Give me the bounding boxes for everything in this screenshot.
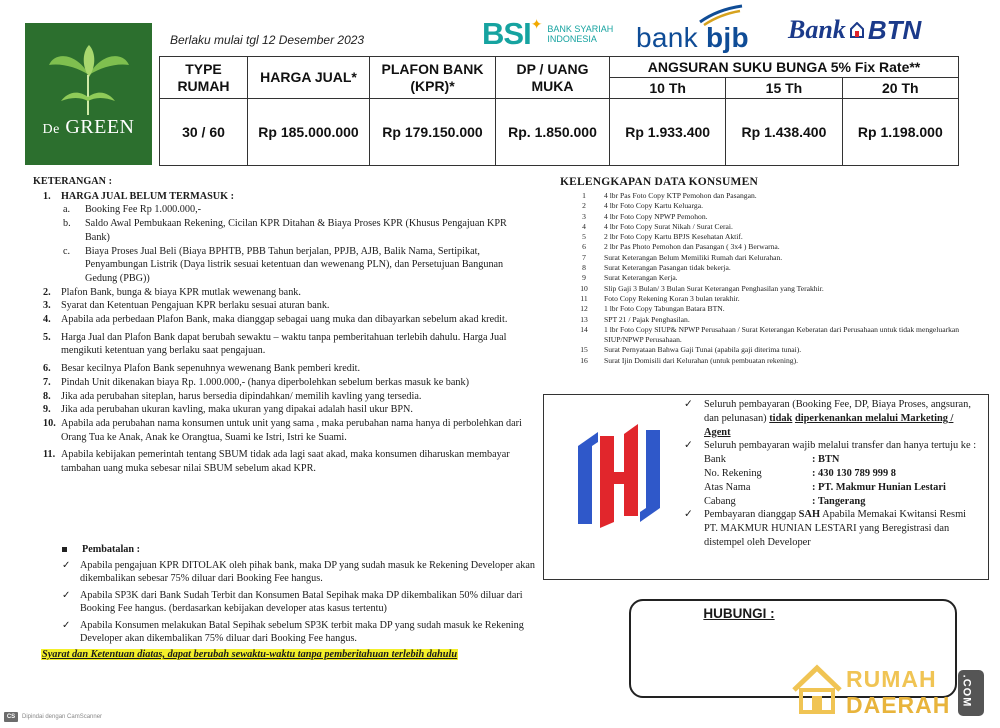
account-label: No. Rekening	[704, 467, 762, 479]
subitem-text: Booking Fee Rp 1.000.000,-	[85, 204, 202, 216]
item-number: 11.	[43, 449, 56, 461]
pembatalan-item-text: Apabila Konsumen melakukan Batal Sepihak sebelum SP3K terbit maka DP yang sudah masuk ke Rekening Developer akan dikembalikan 75% diluar dari Booking Fee hangus.	[80, 619, 524, 644]
kelengkapan-item-text: Surat Keterangan Belum Memiliki Rumah dari Kelurahan.	[604, 252, 783, 262]
kelengkapan-item	[578, 273, 978, 283]
subitem-text: Biaya Proses Jual Beli (Biaya BPHTB, PBB Tahun berjalan, PPJB, AJB, Balik Nama, Sertipikat, Penyambungan Listrik (Daya listrik sesuai ketentuan dan wewenang PLN), dan Persetujuan Bangunan Gedung (PBG))	[85, 245, 504, 284]
kelengkapan-item-text: Surat Keterangan Kerja.	[604, 273, 678, 283]
btn-logo	[788, 14, 921, 46]
item-text: Apabila ada perubahan nama konsumen untuk unit yang sama , maka perubahan nama hanya di perbolehkan dari Orang Tua ke Anak, Anak ke Orangtua, Suami ke Istri, Istri ke Suami.	[61, 417, 522, 443]
kelengkapan-item	[578, 304, 978, 314]
logo-wordmark	[25, 116, 152, 139]
check-icon: ✓	[62, 619, 71, 631]
item-number: 7.	[43, 376, 51, 388]
item-text: Jika ada perubahan ukuran kavling, maka ukuran yang dipakai adalah hasil ukur BPN.	[61, 404, 413, 416]
pembatalan-title	[60, 543, 535, 557]
kelengkapan-item	[578, 253, 978, 263]
kelengkapan-item-text: SPT 21 / Pajak Penghasilan.	[604, 314, 690, 324]
item-text: Syarat dan Ketentuan Pengajuan KPR berlaku sesuai aturan bank.	[61, 300, 330, 312]
item-number: 6.	[43, 363, 51, 375]
kelengkapan-item	[578, 284, 978, 294]
item-text: Besar kecilnya Plafon Bank sepenuhnya wewenang Bank pemberi kredit.	[61, 363, 361, 375]
payment-p1-tidak: tidak	[769, 412, 793, 424]
bjb-logo	[636, 4, 766, 54]
kelengkapan-item-number: 5	[582, 232, 586, 242]
subitem-letter: a.	[63, 204, 71, 216]
kelengkapan-item-number: 1	[582, 191, 586, 200]
payment-p3-sah: SAH	[798, 509, 821, 521]
account-label: Bank	[704, 454, 726, 466]
col-15th-header: 15 Th	[726, 78, 842, 99]
keterangan-subitem	[33, 245, 533, 286]
col-angsuran-header: ANGSURAN SUKU BUNGA 5% Fix Rate**	[610, 57, 959, 78]
check-icon: ✓	[684, 509, 693, 521]
kelengkapan-item	[578, 315, 978, 325]
col-dp-header: DP / UANG MUKA	[496, 57, 610, 99]
kelengkapan-item	[578, 345, 978, 355]
kelengkapan-item-number: 11	[580, 293, 588, 303]
bjb-name: bjb	[706, 22, 749, 53]
item-number: 4.	[43, 314, 51, 326]
item-number: 2.	[43, 286, 51, 298]
account-row-cabang	[704, 495, 978, 509]
account-row-rekening	[704, 467, 978, 481]
item-text: Apabila kebijakan pemerintah tentang SBUM tidak ada lagi saat akad, maka konsumen diharuskan membayar tambahan uang muka sebesar nilai SBUM sebelum akad KPR.	[61, 449, 510, 475]
watermark-line2: DAERAH	[846, 692, 951, 718]
bullet-square-icon	[62, 547, 67, 552]
keterangan-item	[33, 417, 533, 444]
cell-angsuran-15: Rp 1.438.400	[726, 99, 842, 166]
kelengkapan-item-number: 6	[582, 242, 586, 252]
payment-item	[678, 508, 978, 549]
col-harga-header: HARGA JUAL*	[248, 57, 370, 99]
kelengkapan-item-number: 12	[580, 304, 588, 314]
kelengkapan-title: KELENGKAPAN DATA KONSUMEN	[560, 176, 758, 188]
kelengkapan-item-text: 4 lbr Foto Copy Kartu Keluarga.	[604, 201, 703, 211]
price-table-row	[160, 99, 959, 166]
price-table-header-row	[160, 57, 959, 78]
pembatalan-section	[60, 543, 535, 649]
item-text: Plafon Bank, bunga & biaya KPR mutlak wewenang bank.	[61, 286, 301, 298]
disclaimer-text: Syarat dan Ketentuan diatas, dapat berubah sewaktu-waktu tanpa pemberitahuan terlebih dahulu	[42, 649, 458, 660]
keterangan-subitem	[33, 203, 533, 217]
payment-p1-emphasis: diperkenankan melalui Marketing / Agent	[704, 412, 954, 438]
keterangan-item	[33, 286, 533, 300]
check-icon: ✓	[62, 559, 71, 571]
pembatalan-item	[60, 619, 535, 646]
keterangan-item	[33, 448, 533, 475]
kelengkapan-item-text: 4 lbr Foto Copy NPWP Pemohon.	[604, 211, 708, 221]
col-10th-header: 10 Th	[610, 78, 726, 99]
logo-brand: GREEN	[65, 116, 135, 138]
pembatalan-item-text: Apabila SP3K dari Bank Sudah Terbit dan Konsumen Batal Sepihak maka DP dikembalikan 50% diluar dari Booking Fee hangus. (berdasarkan kebijakan developer atas kasus tertentu)	[80, 589, 523, 614]
item-number: 8.	[43, 390, 51, 402]
bsi-subtitle	[547, 24, 613, 44]
item-text: Pindah Unit dikenakan biaya Rp. 1.000.000,- (hanya diperbolehkan sebelum berkas masuk ke bank)	[61, 376, 469, 388]
keterangan-item	[33, 331, 533, 358]
kelengkapan-item-text: Surat Ijin Domisili dari Kelurahan (untuk pembuatan rekening).	[604, 355, 799, 365]
account-label: Atas Nama	[704, 481, 751, 493]
item-text: Apabila ada perbedaan Plafon Bank, maka dianggap sebagai uang muka dan dibayarkan sebelum akad kredit.	[61, 314, 508, 326]
account-label: Cabang	[704, 495, 736, 507]
kelengkapan-item	[578, 201, 978, 211]
col-plafon-header: PLAFON BANK (KPR)*	[370, 57, 496, 99]
kelengkapan-item-number: 3	[582, 211, 586, 221]
star-icon: ✦	[530, 17, 543, 33]
payment-p1-text: Seluruh pembayaran (Booking Fee, DP, Biaya Proses, angsuran, dan pelunasan)	[704, 399, 971, 424]
pembatalan-item	[60, 589, 535, 616]
kelengkapan-item-number: 7	[582, 252, 586, 262]
kelengkapan-item-number: 16	[580, 355, 588, 365]
contact-title: HUBUNGI :	[703, 606, 775, 621]
watermark-line1: RUMAH	[846, 666, 937, 692]
keterangan-subitem	[33, 217, 533, 244]
kelengkapan-item	[578, 232, 978, 242]
kelengkapan-item-text: Surat Keterangan Pasangan tidak bekerja.	[604, 263, 731, 273]
developer-logo	[25, 23, 152, 165]
company-logo-icon	[570, 424, 668, 529]
btn-name: BTN	[867, 14, 922, 45]
kelengkapan-item	[578, 294, 978, 304]
kelengkapan-item-text: 2 lbr Foto Copy Kartu BPJS Kesehatan Aktif.	[604, 232, 743, 242]
effective-date: Berlaku mulai tgl 12 Desember 2023	[170, 33, 365, 47]
watermark	[790, 664, 995, 724]
account-value: : BTN	[812, 454, 840, 466]
bank-account-details	[678, 453, 978, 508]
kelengkapan-item-number: 9	[582, 273, 586, 283]
kelengkapan-item	[578, 222, 978, 232]
camscanner-icon: CS	[4, 712, 18, 722]
account-value: : PT. Makmur Hunian Lestari	[812, 481, 946, 493]
item-number: 9.	[43, 404, 51, 416]
kelengkapan-item-number: 8	[582, 263, 586, 273]
kelengkapan-item-number: 4	[582, 221, 586, 231]
bsi-sub2: INDONESIA	[547, 34, 597, 44]
col-type-header: TYPE RUMAH	[160, 57, 248, 99]
cell-angsuran-20: Rp 1.198.000	[842, 99, 958, 166]
kelengkapan-item-text: 1 lbr Foto Copy SIUP& NPWP Perusahaan / Surat Keterangan Keberatan dari Perusahaan untuk tidak mengeluarkan SIUP/NPWP Perusahaan.	[604, 324, 960, 345]
keterangan-item	[33, 403, 533, 417]
house-icon	[850, 22, 864, 38]
account-row-bank	[704, 453, 978, 467]
account-row-nama	[704, 481, 978, 495]
pembatalan-item	[60, 559, 535, 586]
kelengkapan-item	[578, 191, 978, 201]
price-table	[159, 56, 959, 166]
kelengkapan-item-text: Foto Copy Rekening Koran 3 bulan terakhir.	[604, 293, 740, 303]
check-icon: ✓	[684, 399, 693, 410]
keterangan-item	[33, 190, 533, 204]
subitem-letter: c.	[63, 245, 71, 257]
kelengkapan-item	[578, 356, 978, 366]
kelengkapan-item-text: 2 lbr Pas Photo Pemohon dan Pasangan ( 3x4 ) Berwarna.	[604, 242, 780, 252]
check-icon: ✓	[684, 440, 693, 452]
logo-sup: De	[42, 122, 60, 137]
kelengkapan-list	[578, 191, 978, 366]
subitem-letter: b.	[63, 218, 71, 230]
watermark-com-text: .COM	[960, 674, 973, 708]
leaf-icon	[47, 45, 131, 117]
keterangan-item	[33, 362, 533, 376]
item-number: 3.	[43, 300, 51, 312]
kelengkapan-item	[578, 242, 978, 252]
cell-plafon: Rp 179.150.000	[370, 99, 496, 166]
kelengkapan-item-text: 4 lbr Pas Foto Copy KTP Pemohon dan Pasangan.	[604, 191, 757, 200]
cell-harga: Rp 185.000.000	[248, 99, 370, 166]
keterangan-item	[33, 390, 533, 404]
cell-dp: Rp. 1.850.000	[496, 99, 610, 166]
keterangan-title: KETERANGAN :	[33, 176, 112, 187]
kelengkapan-item	[578, 325, 978, 346]
payment-p3-pre: Pembayaran dianggap	[704, 509, 797, 521]
btn-prefix: Bank	[788, 15, 846, 44]
col-20th-header: 20 Th	[842, 78, 958, 99]
scanner-footer	[4, 712, 102, 722]
cell-angsuran-10: Rp 1.933.400	[610, 99, 726, 166]
kelengkapan-item-number: 10	[580, 283, 588, 293]
account-value: : Tangerang	[812, 495, 866, 507]
keterangan-item	[33, 313, 533, 327]
account-value: : 430 130 789 999 8	[812, 467, 896, 479]
kelengkapan-item-number: 14	[580, 324, 588, 334]
cell-type: 30 / 60	[160, 99, 248, 166]
keterangan-item	[33, 299, 533, 313]
item-text: Jika ada perubahan siteplan, harus bersedia dipindahkan/ memilih kavling yang tersedia.	[61, 390, 422, 402]
scanner-text: Dipindai dengan CamScanner	[22, 714, 103, 720]
payment-item	[678, 439, 978, 453]
bsi-logo	[482, 16, 613, 52]
bjb-prefix: bank	[636, 22, 706, 53]
kelengkapan-item-number: 15	[580, 345, 588, 355]
item-number: 5.	[43, 331, 51, 343]
item-text: Harga Jual dan Plafon Bank dapat berubah sewaktu – waktu tanpa pemberitahuan terlebih dahulu. Harga Jual mengikuti ketentuan yang berlaku saat pengajuan.	[61, 331, 507, 357]
payment-p3-text: Apabila Memakai Kwitansi Resmi PT. MAKMUR HUNIAN LESTARI yang Beregistrasi dan distempel oleh Developer	[704, 509, 967, 548]
watermark-com-badge	[958, 670, 984, 716]
item-number: 10.	[43, 417, 56, 429]
payment-item	[678, 398, 978, 439]
bsi-wordmark: BSI	[482, 16, 531, 51]
kelengkapan-item-text: Slip Gaji 3 Bulan/ 3 Bulan Surat Keterangan Penghasilan yang Terakhir.	[604, 283, 824, 293]
pembatalan-item-text: Apabila pengajuan KPR DITOLAK oleh pihak bank, maka DP yang sudah masuk ke Rekening Developer akan dikembalikan sebesar 75% diluar dari Booking Fee hangus.	[80, 559, 535, 584]
item-number: 1.	[43, 190, 51, 202]
house-icon	[790, 664, 844, 716]
kelengkapan-item-text: 1 lbr Foto Copy Tabungan Batara BTN.	[604, 304, 725, 314]
kelengkapan-item	[578, 212, 978, 222]
kelengkapan-item-text: Surat Pernyataan Bahwa Gaji Tunai (apabila gaji diterima tunai).	[604, 345, 802, 355]
bsi-sub1: BANK SYARIAH	[547, 24, 614, 34]
kelengkapan-item-number: 13	[580, 314, 588, 324]
check-icon: ✓	[62, 589, 71, 601]
subitem-text: Saldo Awal Pembukaan Rekening, Cicilan KPR Ditahan & Biaya Proses KPR (Khusus Pengajuan KPR Bank)	[85, 218, 507, 243]
kelengkapan-item	[578, 263, 978, 273]
pembatalan-title-text: Pembatalan :	[82, 544, 141, 555]
kelengkapan-item-number: 2	[582, 201, 586, 211]
keterangan-item	[33, 376, 533, 390]
payment-terms	[678, 398, 978, 550]
payment-p2-text: Seluruh pembayaran wajib melalui transfer dan hanya tertuju ke :	[704, 440, 977, 452]
bjb-wordmark	[636, 22, 749, 54]
keterangan-section	[33, 175, 533, 476]
item-text: HARGA JUAL BELUM TERMASUK :	[61, 190, 235, 202]
kelengkapan-item-text: 4 lbr Foto Copy Surat Nikah / Surat Cerai.	[604, 221, 733, 231]
